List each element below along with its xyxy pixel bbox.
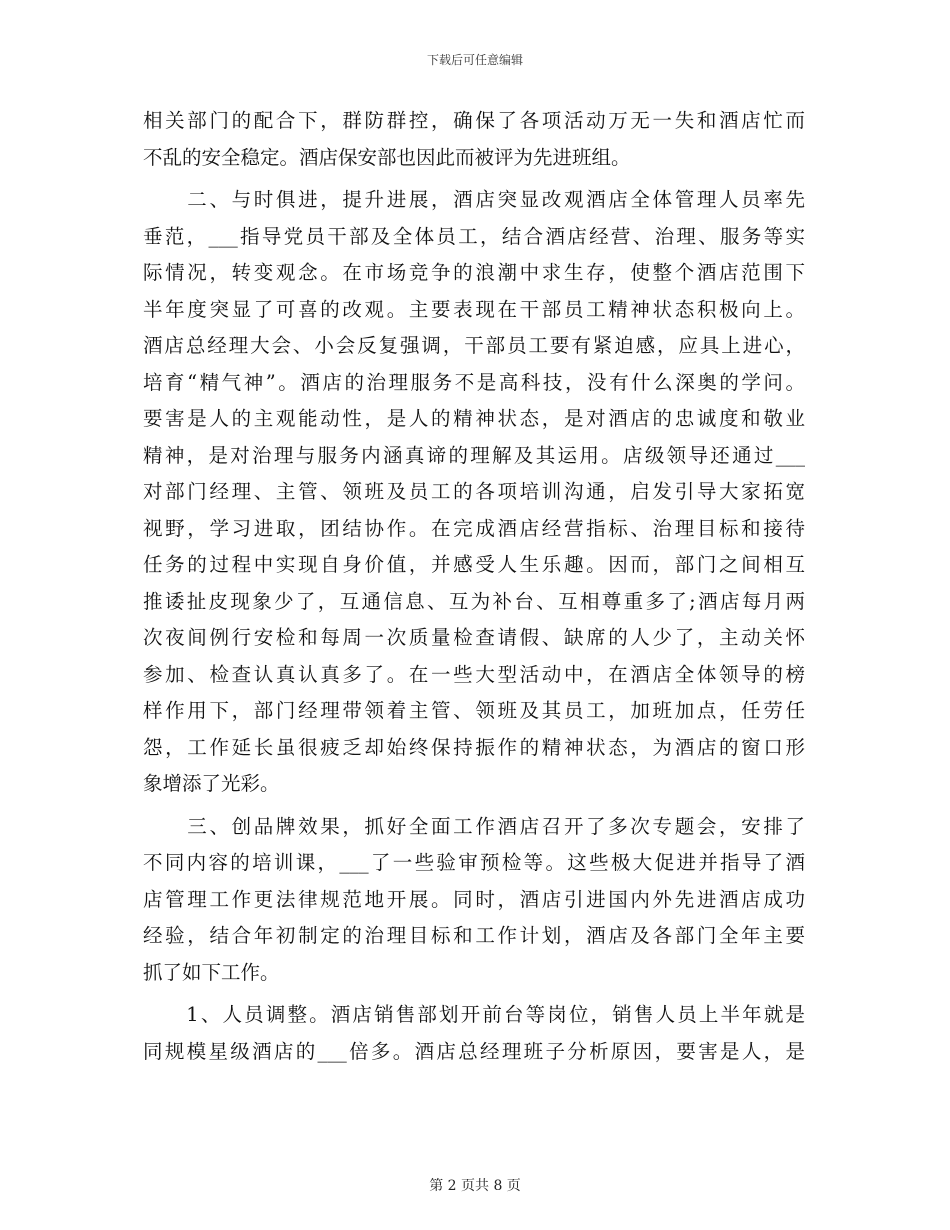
document-body — [143, 103, 805, 1070]
text-line: 酒店总经理大会、小会反复强调，干部员工要有紧迫感，应具上进心， — [143, 334, 805, 357]
text-line: 三、创品牌效果，抓好全面工作酒店召开了多次专题会，安排了 — [143, 814, 805, 838]
text-line: 抓了如下工作。 — [143, 960, 280, 984]
paragraph — [143, 997, 805, 1070]
text-line: 对部门经理、主管、领班及员工的各项培训沟通，启发引导大家拓宽 — [143, 480, 805, 503]
text-line: 同规模星级酒店的___倍多。酒店总经理班子分析原因，要害是人，是 — [143, 1039, 805, 1063]
text-line: 样作用下，部门经理带领着主管、领班及其员工，加班加点，任劳任 — [143, 699, 805, 722]
text-line: 相关部门的配合下，群防群控，确保了各项活动万无一失和酒店忙而 — [143, 109, 805, 132]
text-line: 次夜间例行安检和每周一次质量检查请假、缺席的人少了，主动关怀 — [143, 626, 805, 649]
text-line: 参加、检查认真认真多了。在一些大型活动中，在酒店全体领导的榜 — [143, 662, 805, 686]
paragraph — [143, 182, 805, 803]
text-line: 精神，是对治理与服务内涵真谛的理解及其运用。店级领导还通过___ — [143, 443, 805, 467]
text-line: 不同内容的培训课，___了一些验审预检等。这些极大促进并指导了酒 — [143, 851, 805, 874]
text-line: 半年度突显了可喜的改观。主要表现在干部员工精神状态积极向上。 — [143, 297, 805, 321]
text-line: 推诿扯皮现象少了，互通信息、互为补台、互相尊重多了;酒店每月两 — [143, 589, 805, 613]
text-line: 店管理工作更法律规范地开展。同时，酒店引进国内外先进酒店成功 — [143, 887, 805, 911]
text-line: 培育“精气神”。酒店的治理服务不是高科技，没有什么深奥的学问。 — [143, 370, 805, 394]
text-line: 垂范，___指导党员干部及全体员工，结合酒店经营、治理、服务等实 — [143, 224, 805, 248]
text-line: 1、人员调整。酒店销售部划开前台等岗位，销售人员上半年就是 — [143, 1003, 805, 1026]
text-line: 际情况，转变观念。在市场竞争的浪潮中求生存，使整个酒店范围下 — [143, 261, 805, 284]
text-line: 要害是人的主观能动性，是人的精神状态，是对酒店的忠诚度和敬业 — [143, 407, 805, 430]
text-line: 不乱的安全稳定。酒店保安部也因此而被评为先进班组。 — [143, 145, 631, 169]
text-line: 怨，工作延长虽很疲乏却始终保持振作的精神状态，为酒店的窗口形 — [143, 735, 805, 759]
paragraph — [143, 103, 805, 176]
text-line: 经验，结合年初制定的治理目标和工作计划，酒店及各部门全年主要 — [143, 924, 805, 947]
page-header: 下载后可任意编辑 — [426, 53, 523, 67]
text-line: 象增添了光彩。 — [143, 772, 280, 795]
paragraph — [143, 809, 805, 992]
text-line: 任务的过程中实现自身价值，并感受人生乐趣。因而，部门之间相互 — [143, 553, 805, 576]
text-line: 二、与时俱进，提升进展，酒店突显改观酒店全体管理人员率先 — [143, 188, 805, 211]
page-footer: 第 2 页共 8 页 — [429, 1178, 521, 1194]
text-line: 视野，学习进取，团结协作。在完成酒店经营指标、治理目标和接待 — [143, 516, 805, 540]
